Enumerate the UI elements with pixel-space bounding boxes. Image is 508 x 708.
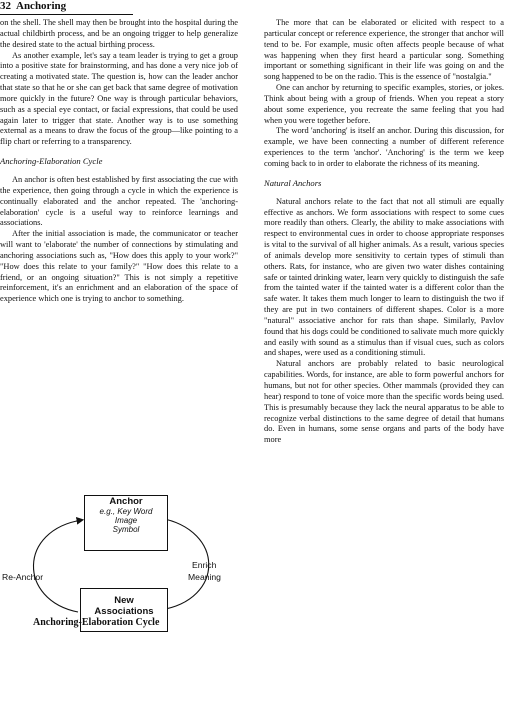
running-head: Anchoring	[16, 0, 67, 12]
paragraph: One can anchor by returning to specific examples, stories, or jokes. Think about being with a group of friends. When you repeat a story about some experience, you recreate the same feeling that you had when you were together before.	[264, 83, 504, 125]
paragraph: After the initial association is made, the communicator or teacher will want to 'elaborate' the number of connections by stimulating and anchoring associations such as, "How does this apply to your work?" "How does this relate to your family?" "How does this relate to a friend, or an ongoing situation?" This is not simply a repetitive reinforcement, it's an enrichment and an elaboration of the space of experience which one is trying to anchor to something.	[0, 229, 238, 304]
enrich-label: Enrich	[192, 560, 217, 570]
anchor-box-title: Anchor	[109, 496, 143, 507]
page-header	[0, 0, 508, 16]
paragraph: As another example, let's say a team leader is trying to get a group into a positive state for brainstorming, and has done a very nice job of creating a motivated state. The question is, how can the leader anchor that state so that he or she can get back that same degree of motivation more quickly in the future? One way is through particular behaviors, such as a special eye contact, or facial expressions, that could be used again later to trigger that state. Another way is to use something external as a means to draw the focus of the group—like pointing to a flip chart or referring to a transparency.	[0, 50, 238, 147]
page-number: 32	[0, 0, 11, 12]
paragraph: The word 'anchoring' is itself an anchor. During this discussion, for example, we have been connecting a number of different reference experiences to the term 'anchor'. 'Anchoring' is the term we keep coming back to in order to elaborate the richness of its meaning.	[264, 126, 504, 168]
right-column	[264, 18, 504, 446]
anchor-box-sub: e.g., Key Word	[99, 507, 153, 516]
header-rule	[0, 14, 133, 15]
anchor-box-sub: Symbol	[112, 525, 140, 534]
section-heading: Natural Anchors	[264, 177, 322, 188]
meaning-label: Meaning	[188, 572, 221, 582]
anchor-box	[84, 495, 168, 551]
paragraph: Natural anchors relate to the fact that not all stimuli are equally effective as anchors. We form associations with respect to some cues more readily than others. Clearly, the ability to make associations with respect to environmental cues in order to choose appropriate responses is vital to the survival of all higher animals. As a result, various species of animals develop more sensitivity to certain types of stimuli than others. Rats, for instance, who are given two water dishes containing safe or tainted drinking water, learn very quickly to distinguish the safe from the tainted water if the tainted water is a different color than the safe water. It takes them much longer to learn to distinguish the two if they are put in two containers of different shapes. Color is a more "natural" associative anchor for rats than shape. Similarly, Pavlov found that his dogs could be conditioned to salivate much more quickly and easily with sound as a stimulus than if visual cues, such as colors and shapes, were used as a conditioning stimuli.	[264, 196, 504, 358]
section-heading: Anchoring-Elaboration Cycle	[0, 156, 103, 167]
paragraph: The more that can be elaborated or elicited with respect to a particular concept or reference experience, the stronger that anchor will tend to be. For example, music often affects people because of what was happening when they first heard a particular song. Something important or something significant in their life was going on and the song happened to be on the radio. This is the essence of "nostalgia."	[264, 18, 504, 82]
diagram-caption: Anchoring-Elaboration Cycle	[33, 617, 160, 628]
left-column	[0, 18, 238, 305]
re-anchor-arrow	[33, 520, 82, 612]
new-associations-title2: Associations	[94, 606, 154, 617]
anchoring-elaboration-diagram	[0, 490, 240, 690]
new-associations-title: New	[114, 595, 134, 606]
anchor-box-sub: Image	[114, 516, 138, 525]
paragraph: An anchor is often best established by first associating the cue with the experience, then going through a cycle in which the experience is continually elaborated and the anchor repeated. The 'anchoring-elaboration' cycle is a useful way to reinforce learnings and associations.	[0, 174, 238, 228]
re-anchor-label: Re-Anchor	[2, 572, 44, 582]
paragraph: on the shell. The shell may then be brought into the hospital during the actual childbirth process, and be an ongoing trigger to help generalize the desired state to the actual birthing process.	[0, 18, 238, 49]
paragraph: Natural anchors are probably related to basic neurological capabilities. Words, for instance, are able to form powerful anchors for humans, but not for other species. Other mammals (provided they can hear) respond to tone of voice more than the specific words being used. This is presumably because they lack the neural apparatus to be able to recognize verbal distinctions to the same degree of detail that humans do. Even in humans, some sense organs and parts of the body have more	[264, 359, 504, 445]
